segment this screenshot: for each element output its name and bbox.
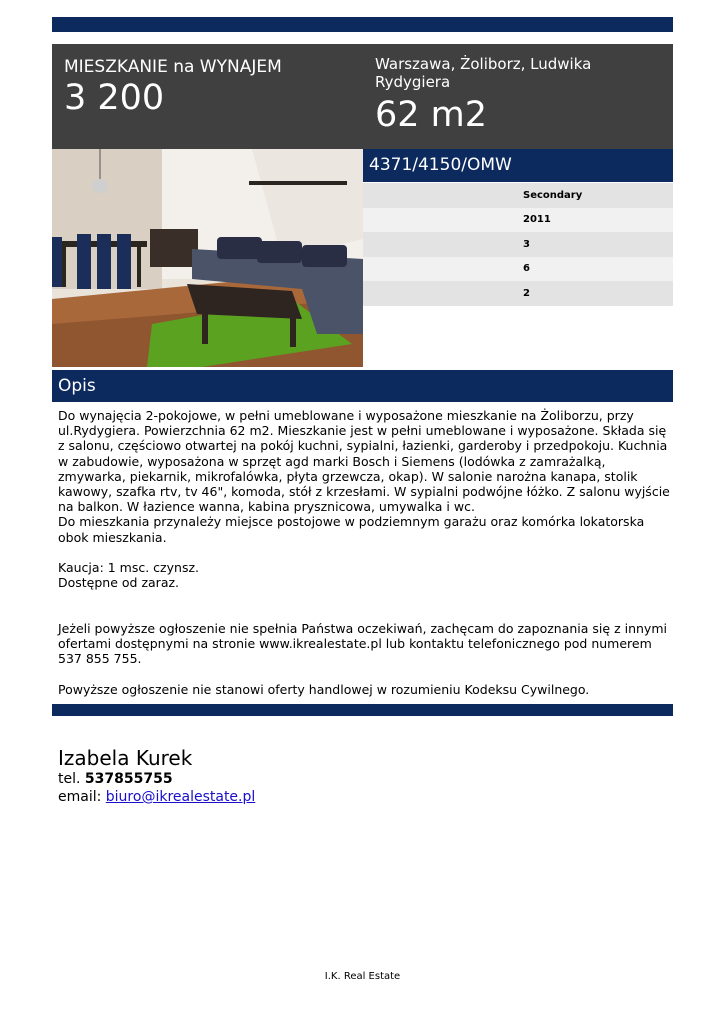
phone-number: 537855755: [84, 771, 173, 787]
detail-value: Secondary: [523, 189, 583, 201]
detail-row: [363, 281, 673, 306]
reference-number: 4371/4150/OMW: [363, 149, 673, 182]
header-left: [64, 56, 354, 118]
details-table: [363, 183, 673, 306]
detail-value: 2011: [523, 214, 551, 226]
description-paragraph: Kaucja: 1 msc. czynsz.: [58, 560, 199, 576]
agent-name: Izabela Kurek: [58, 746, 193, 770]
email-line: [58, 788, 255, 806]
contact-block: [58, 746, 255, 806]
description-paragraph: Dostępne od zaraz.: [58, 575, 180, 591]
property-photo: [52, 149, 363, 367]
top-bar: [52, 17, 673, 32]
disclaimer: Powyższe ogłoszenie nie stanowi oferty handlowej w rozumieniu Kodeksu Cywilnego.: [58, 681, 590, 697]
footer-company: I.K. Real Estate: [324, 971, 401, 982]
description-paragraph: Do wynajęcia 2-pokojowe, w pełni umeblowane i wyposażone mieszkanie na Żoliborzu, przy ul.Rydygiera. Powierzchnia 62 m2. Mieszkanie jest w pełni umeblowane i wyposażone. Składa się z salonu, częściowo otwartej na pokój kuchni, sypialni, łazienki, garderoby i przedpokoju. Kuchnia w zabudowie, wyposażona w sprzęt agd marki Bosch i Siemens (lodówka z zamrażalką, zmywarka, piekarnik, mikrofalówka, płyta grzewcza, okap). W salonie narożna kanapa, stolik kawowy, szafka rtv, tv 46", komoda, stół z krzesłami. W sypialni podwójne łóżko. Z salonu wyjście na balkon. W łazience wanna, kabina prysznicowa, umywalka i wc.: [58, 408, 670, 515]
description-paragraph: Jeżeli powyższe ogłoszenie nie spełnia Państwa oczekiwań, zachęcam do zapoznania się z innymi ofertami dostępnymi na stronie www.ikrealestate.pl lub kontaktu telefonicznego pod numerem 537 855 755.: [58, 620, 667, 667]
phone-line: [58, 770, 255, 788]
header-right: [375, 55, 665, 135]
detail-value: 6: [523, 263, 530, 275]
detail-row: [363, 232, 673, 257]
listing-header: [52, 44, 673, 149]
email-link[interactable]: biuro@ikrealestate.pl: [105, 789, 256, 805]
phone-label: tel.: [58, 771, 81, 787]
section-title-description: Opis: [52, 370, 673, 402]
area: 62 m2: [375, 95, 488, 135]
location: Warszawa, Żoliborz, Ludwika Rydygiera: [375, 55, 592, 91]
listing-type: MIESZKANIE na WYNAJEM: [64, 57, 282, 77]
detail-row: [363, 183, 673, 208]
detail-row: [363, 208, 673, 233]
price: 3 200: [64, 78, 165, 118]
detail-row: [363, 257, 673, 282]
description: [58, 408, 670, 697]
description-paragraph: Do mieszkania przynależy miejsce postojowe w podziemnym garażu oraz komórka lokatorska obok mieszkania.: [58, 514, 645, 545]
detail-value: 2: [523, 287, 530, 299]
detail-value: 3: [523, 238, 530, 250]
bottom-bar: [52, 704, 673, 716]
email-label: email:: [58, 789, 102, 805]
